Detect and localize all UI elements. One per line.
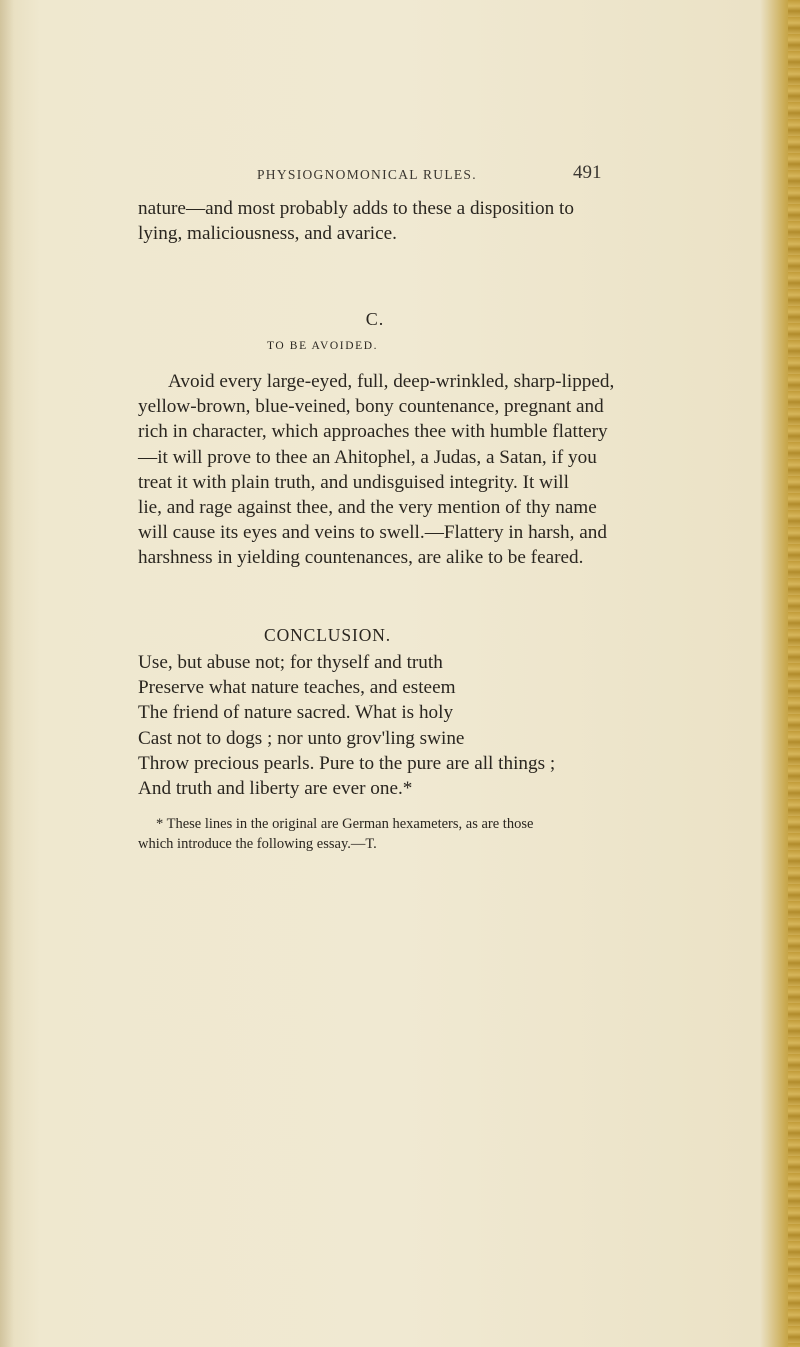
opening-paragraph	[138, 196, 616, 246]
gutter-shadow	[0, 0, 14, 1347]
verse-line: Use, but abuse not; for thyself and truth	[138, 652, 443, 673]
running-head: PHYSIOGNOMONICAL RULES.	[257, 167, 477, 182]
conclusion-verse	[138, 650, 555, 801]
footnote-line: * These lines in the original are German hexameters, as are those	[156, 816, 534, 832]
text-line: Avoid every large-eyed, full, deep-wrinkled, sharp-lipped,	[168, 371, 615, 392]
section-letter	[0, 309, 800, 330]
gilt-page-edge	[788, 0, 800, 1347]
verse-line: And truth and liberty are ever one.*	[138, 778, 413, 800]
footnote	[138, 815, 618, 854]
section-letter-text: C.	[365, 309, 385, 329]
text-line: harshness in yielding countenances, are alike to be feared.	[138, 547, 584, 569]
page-number: 491	[573, 162, 602, 183]
main-paragraph	[138, 369, 616, 571]
footnote-line: which introduce the following essay.—T.	[138, 835, 377, 852]
verse-line: The friend of nature sacred. What is holy	[138, 702, 454, 724]
text-line: lie, and rage against thee, and the very mention of thy name	[138, 497, 597, 519]
text-line: yellow-brown, blue-veined, bony countenance, pregnant and	[138, 396, 604, 418]
verse-line: Throw precious pearls. Pure to the pure are all things ;	[138, 752, 556, 774]
verse-line: Preserve what nature teaches, and esteem	[138, 677, 456, 699]
text-line: —it will prove to thee an Ahitophel, a Judas, a Satan, if you	[138, 446, 597, 468]
text-line: lying, maliciousness, and avarice.	[138, 223, 397, 244]
verse-line: Cast not to dogs ; nor unto grov'ling swine	[138, 727, 465, 749]
section-subtitle: TO BE AVOIDED.	[267, 340, 379, 352]
text-line: rich in character, which approaches thee with humble flattery	[138, 421, 608, 443]
text-line: nature—and most probably adds to these a disposition to	[138, 198, 574, 219]
conclusion-heading: CONCLUSION.	[264, 625, 392, 645]
text-line: treat it with plain truth, and undisguised integrity. It will	[138, 471, 569, 493]
text-line: will cause its eyes and veins to swell.—Flattery in harsh, and	[138, 522, 607, 544]
